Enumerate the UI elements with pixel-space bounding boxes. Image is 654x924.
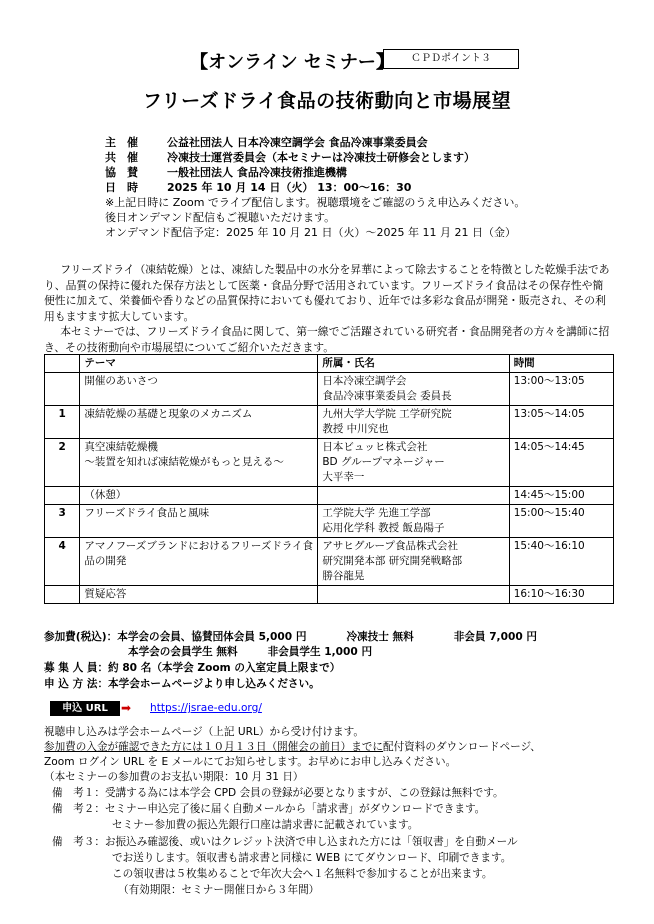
program-cell-speaker: アサヒグループ食品株式会社 研究開発本部 研究開発戦略部 勝谷龍晃 <box>318 538 509 586</box>
program-cell-speaker <box>318 586 509 604</box>
header-speaker: 所属・氏名 <box>318 355 509 373</box>
remark-3: 備 考３：お振込み確認後、或いはクレジット決済で申し込まれた方には「領収書」を自動メール <box>52 836 518 848</box>
apply-url-link[interactable]: https://jsrae-edu.org/ <box>150 702 262 714</box>
remark-3-validity: （有効期限：セミナー開催日から３年間） <box>118 884 320 896</box>
ondemand-schedule: オンデマンド配信予定：2025 年 10 月 21 日（火）～2025 年 11 月 21 日（金） <box>105 226 516 239</box>
program-cell-theme: アマノフーズブランドにおけるフリーズドライ食品の開発 <box>80 538 318 586</box>
program-cell-no: 2 <box>45 439 80 487</box>
program-cell-speaker <box>318 487 509 505</box>
program-row <box>45 586 614 604</box>
remark-2-detail: セミナー参加費の振込先銀行口座は請求書に記載されています。 <box>112 819 419 831</box>
apply-url-label: 申込 URL <box>50 701 120 716</box>
remark-3-detail-1: でお送りします。領収書も請求書と同様に WEB にてダウンロード、印刷できます。 <box>112 852 512 864</box>
seminar-type-heading: 【オンライン セミナー】 <box>190 52 394 73</box>
arrow-right-icon: ➡ <box>121 701 132 715</box>
program-cell-no <box>45 487 80 505</box>
program-cell-time: 13:05～14:05 <box>509 406 613 439</box>
program-row <box>45 505 614 538</box>
program-cell-theme: 開催のあいさつ <box>80 373 318 406</box>
program-cell-time: 14:45～15:00 <box>509 487 613 505</box>
program-row <box>45 439 614 487</box>
program-row <box>45 373 614 406</box>
remark-3-detail-2: この領収書は５枚集めることで年次大会へ１名無料で参加することが出来ます。 <box>112 868 493 880</box>
program-table <box>44 354 614 604</box>
program-row <box>45 406 614 439</box>
support-line: 協 賛 一般社団法人 食品冷凍技術推進機構 <box>105 166 347 179</box>
program-cell-time: 16:10～16:30 <box>509 586 613 604</box>
capacity-line: 募 集 人 員：約 80 名（本学会 Zoom の入室定員上限まで） <box>44 662 341 674</box>
program-cell-speaker: 工学院大学 先進工学部 応用化学科 教授 飯島陽子 <box>318 505 509 538</box>
intro-paragraph-1: フリーズドライ（凍結乾燥）とは、凍結した製品中の水分を昇華によって除去することを特徴とした乾燥手法であり、品質の保持に優れた保存方法として医薬・食品分野で活用されています。フリーズドライ食品はその保存性や簡便性に加えて、栄養価や香りなどの品質保持においても優れており、近年では多彩な食品が開発・販売され、その利用もますます拡大しています。 <box>44 263 610 323</box>
header-time: 時間 <box>509 355 613 373</box>
program-header-row <box>45 355 614 373</box>
program-cell-no <box>45 373 80 406</box>
program-cell-no: 4 <box>45 538 80 586</box>
program-cell-theme: 質疑応答 <box>80 586 318 604</box>
remark-1: 備 考１：受講する為には本学会 CPD 会員の登録が必要となりますが、この登録は無料です。 <box>52 787 504 799</box>
header-theme: テーマ <box>80 355 318 373</box>
zoom-note: ※上記日時に Zoom でライブ配信します。視聴環境をご確認のうえ申込みください。 <box>105 196 526 209</box>
program-cell-speaker: 日本冷凍空調学会 食品冷凍事業委員会 委員長 <box>318 373 509 406</box>
fee-line-1: 参加費(税込)：本学会の会員、協賛団体会員 5,000 円 冷凍技士 無料 非会員 7,000 円 <box>44 631 537 643</box>
header-no <box>45 355 80 373</box>
note-payment: 参加費の入金が確認できた方には１０月１３日（開催会の前日）までに配付資料のダウンロードページ、 <box>44 741 541 753</box>
program-cell-time: 15:00～15:40 <box>509 505 613 538</box>
program-cell-time: 14:05～14:45 <box>509 439 613 487</box>
cpd-points-badge: ＣＰＤポイント３ <box>383 49 519 69</box>
cohost-line: 共 催 冷凍技士運営委員会（本セミナーは冷凍技士研修会とします） <box>105 151 475 164</box>
method-line: 申 込 方 法：本学会ホームページより申し込みください。 <box>44 678 320 690</box>
program-cell-theme: 真空凍結乾燥機 ～装置を知れば凍結乾燥がもっと見える～ <box>80 439 318 487</box>
program-cell-no <box>45 586 80 604</box>
remark-2: 備 考２：セミナー申込完了後に届く自動メールから「請求書」がダウンロードできます。 <box>52 803 486 815</box>
program-row <box>45 538 614 586</box>
intro-paragraph-2: 本セミナーでは、フリーズドライ食品に関して、第一線でご活躍されている研究者・食品開発者の方々を講師に招き、その技術動向や市場展望についてご紹介いただきます。 <box>44 325 610 354</box>
note-zoom-login: Zoom ログイン URL を E メールにてお知らせします。お早めにお申し込みください。 <box>44 756 457 768</box>
date-line: 日 時 2025 年 10 月 14 日（火） 13：00～16：30 <box>105 181 412 194</box>
page-title: フリーズドライ食品の技術動向と市場展望 <box>142 90 512 112</box>
program-cell-theme: 凍結乾燥の基礎と現象のメカニズム <box>80 406 318 439</box>
program-cell-theme: フリーズドライ食品と風味 <box>80 505 318 538</box>
ondemand-note: 後日オンデマンド配信もご視聴いただけます。 <box>105 211 336 224</box>
program-cell-no: 3 <box>45 505 80 538</box>
note-deadline: （本セミナーの参加費のお支払い期限：10 月 31 日） <box>44 771 304 783</box>
program-cell-theme: （休憩） <box>80 487 318 505</box>
note-accept: 視聴申し込みは学会ホームページ（上記 URL）から受け付けます。 <box>44 726 364 738</box>
host-line: 主 催 公益社団法人 日本冷凍空調学会 食品冷凍事業委員会 <box>105 136 428 149</box>
program-cell-time: 13:00～13:05 <box>509 373 613 406</box>
fee-line-2: 本学会の会員学生 無料 非会員学生 1,000 円 <box>128 646 373 658</box>
program-cell-no: 1 <box>45 406 80 439</box>
program-row <box>45 487 614 505</box>
program-cell-speaker: 九州大学大学院 工学研究院 教授 中川究也 <box>318 406 509 439</box>
program-cell-time: 15:40～16:10 <box>509 538 613 586</box>
program-cell-speaker: 日本ビュッヒ株式会社 BD グループマネージャー 大平幸一 <box>318 439 509 487</box>
